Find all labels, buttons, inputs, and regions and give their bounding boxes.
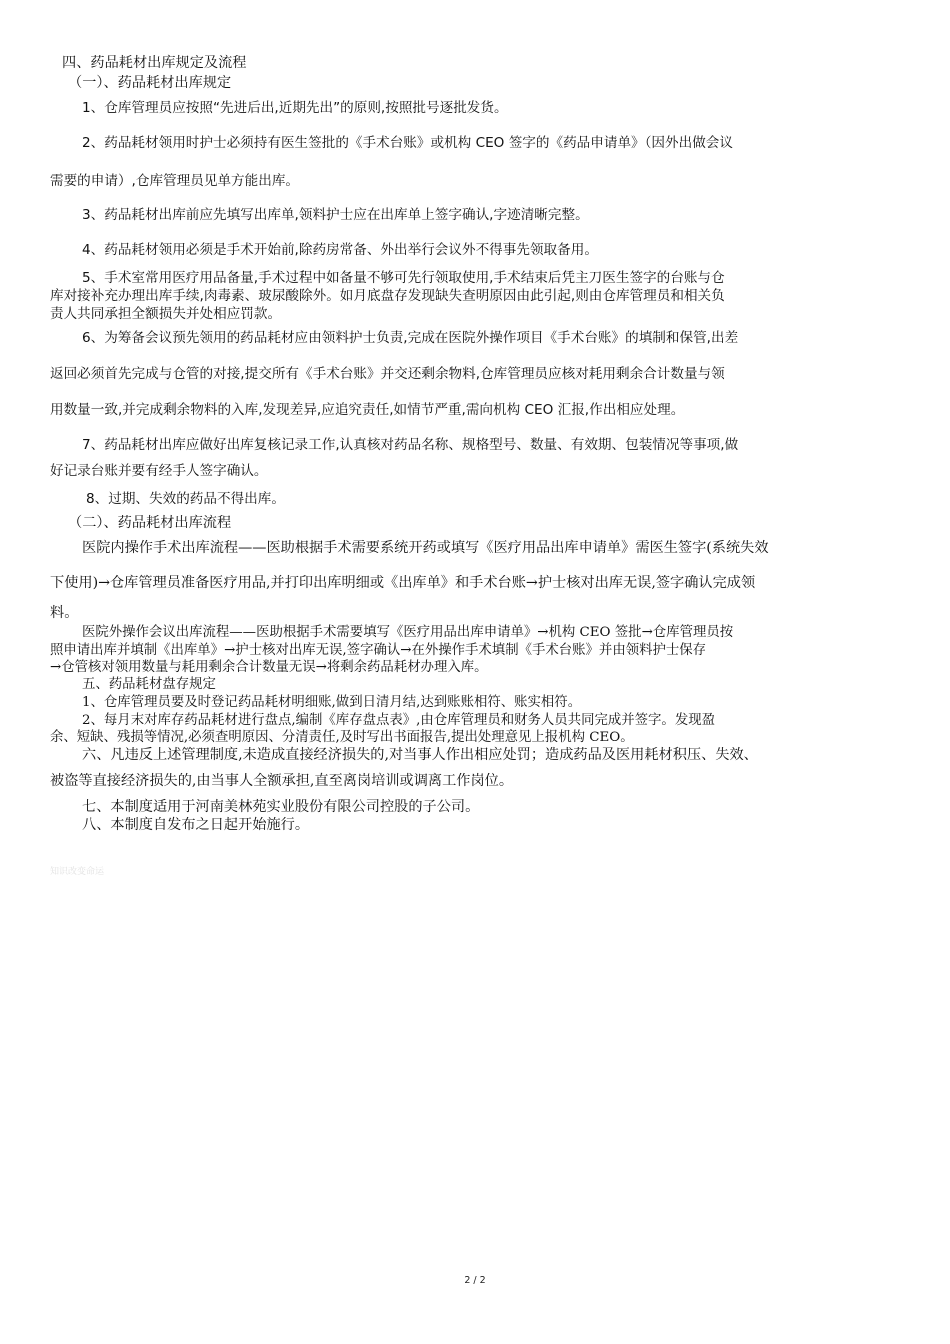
paragraph-line: 医院外操作会议出库流程——医助根据手术需要填写《医疗用品出库申请单》→机构 CEO 签批→仓库管理员按 (82, 625, 734, 640)
paragraph-line: 3、药品耗材出库前应先填写出库单,领料护士应在出库单上签字确认,字迹清晰完整。 (82, 207, 589, 223)
paragraph-line: 4、药品耗材领用必须是手术开始前,除药房常备、外出举行会议外不得事先领取备用。 (82, 242, 598, 258)
paragraph-line: 1、仓库管理员要及时登记药品耗材明细账,做到日清月结,达到账账相符、账实相符。 (82, 695, 582, 710)
section-heading: 四、药品耗材出库规定及流程 (62, 55, 247, 71)
paragraph-line: 需要的申请）,仓库管理员见单方能出库。 (50, 173, 300, 189)
paragraph-line: 八、本制度自发布之日起开始施行。 (82, 817, 310, 833)
paragraph-line: 医院内操作手术出库流程——医助根据手术需要系统开药或填写《医疗用品出库申请单》需医生签字(系统失效 (82, 540, 769, 556)
paragraph-line: →仓管核对领用数量与耗用剩余合计数量无误→将剩余药品耗材办理入库。 (50, 660, 488, 675)
subsection-heading: （二）、药品耗材出库流程 (68, 515, 232, 531)
section-heading: 五、药品耗材盘存规定 (82, 677, 216, 692)
paragraph-line: 返回必须首先完成与仓管的对接,提交所有《手术台账》并交还剩余物料,仓库管理员应核对耗用剩余合计数量与领 (50, 366, 725, 382)
paragraph-line: 2、每月末对库存药品耗材进行盘点,编制《库存盘点表》,由仓库管理员和财务人员共同完成并签字。发现盈 (82, 713, 715, 728)
paragraph-line: 库对接补充办理出库手续,肉毒素、玻尿酸除外。如月底盘存发现缺失查明原因由此引起,则由仓库管理员和相关负 (50, 288, 725, 304)
paragraph-line: 责人共同承担全额损失并处相应罚款。 (50, 306, 282, 322)
paragraph-line: 用数量一致,并完成剩余物料的入库,发现差异,应追究责任,如情节严重,需向机构 CEO 汇报,作出相应处理。 (50, 402, 685, 418)
paragraph-line: 七、本制度适用于河南美林苑实业股份有限公司控股的子公司。 (82, 799, 480, 815)
paragraph-line: 好记录台账并要有经手人签字确认。 (50, 463, 268, 479)
subsection-heading: （一）、药品耗材出库规定 (68, 75, 232, 91)
paragraph-line: 8、过期、失效的药品不得出库。 (86, 491, 285, 507)
paragraph-line: 1、仓库管理员应按照“先进后出,近期先出”的原则,按照批号逐批发货。 (82, 100, 508, 116)
paragraph-line: 6、为筹备会议预先领用的药品耗材应由领料护士负责,完成在医院外操作项目《手术台账》的填制和保管,出差 (82, 330, 739, 346)
paragraph-line: 料。 (50, 605, 79, 621)
paragraph-line: 被盗等直接经济损失的,由当事人全额承担,直至离岗培训或调离工作岗位。 (50, 773, 514, 789)
paragraph-line: 5、手术室常用医疗用品备量,手术过程中如备量不够可先行领取使用,手术结束后凭主刀医生签字的台账与仓 (82, 270, 725, 286)
paragraph-line: 六、凡违反上述管理制度,未造成直接经济损失的,对当事人作出相应处罚；造成药品及医用耗材积压、失效、 (82, 747, 758, 763)
watermark-text: 知识改变命运 (50, 867, 105, 877)
paragraph-line: 余、短缺、残损等情况,必须查明原因、分清责任,及时写出书面报告,提出处理意见上报机构 CEO。 (50, 730, 634, 745)
paragraph-line: 照申请出库并填制《出库单》→护士核对出库无误,签字确认→在外操作手术填制《手术台账》并由领料护士保存 (50, 643, 707, 658)
page-number: 2 / 2 (464, 1275, 486, 1286)
paragraph-line: 2、药品耗材领用时护士必须持有医生签批的《手术台账》或机构 CEO 签字的《药品申请单》（因外出做会议 (82, 135, 733, 151)
paragraph-line: 7、药品耗材出库应做好出库复核记录工作,认真核对药品名称、规格型号、数量、有效期、包装情况等事项,做 (82, 437, 739, 453)
paragraph-line: 下使用)→仓库管理员准备医疗用品,并打印出库明细或《出库单》和手术台账→护士核对出库无误,签字确认完成领 (50, 575, 756, 591)
